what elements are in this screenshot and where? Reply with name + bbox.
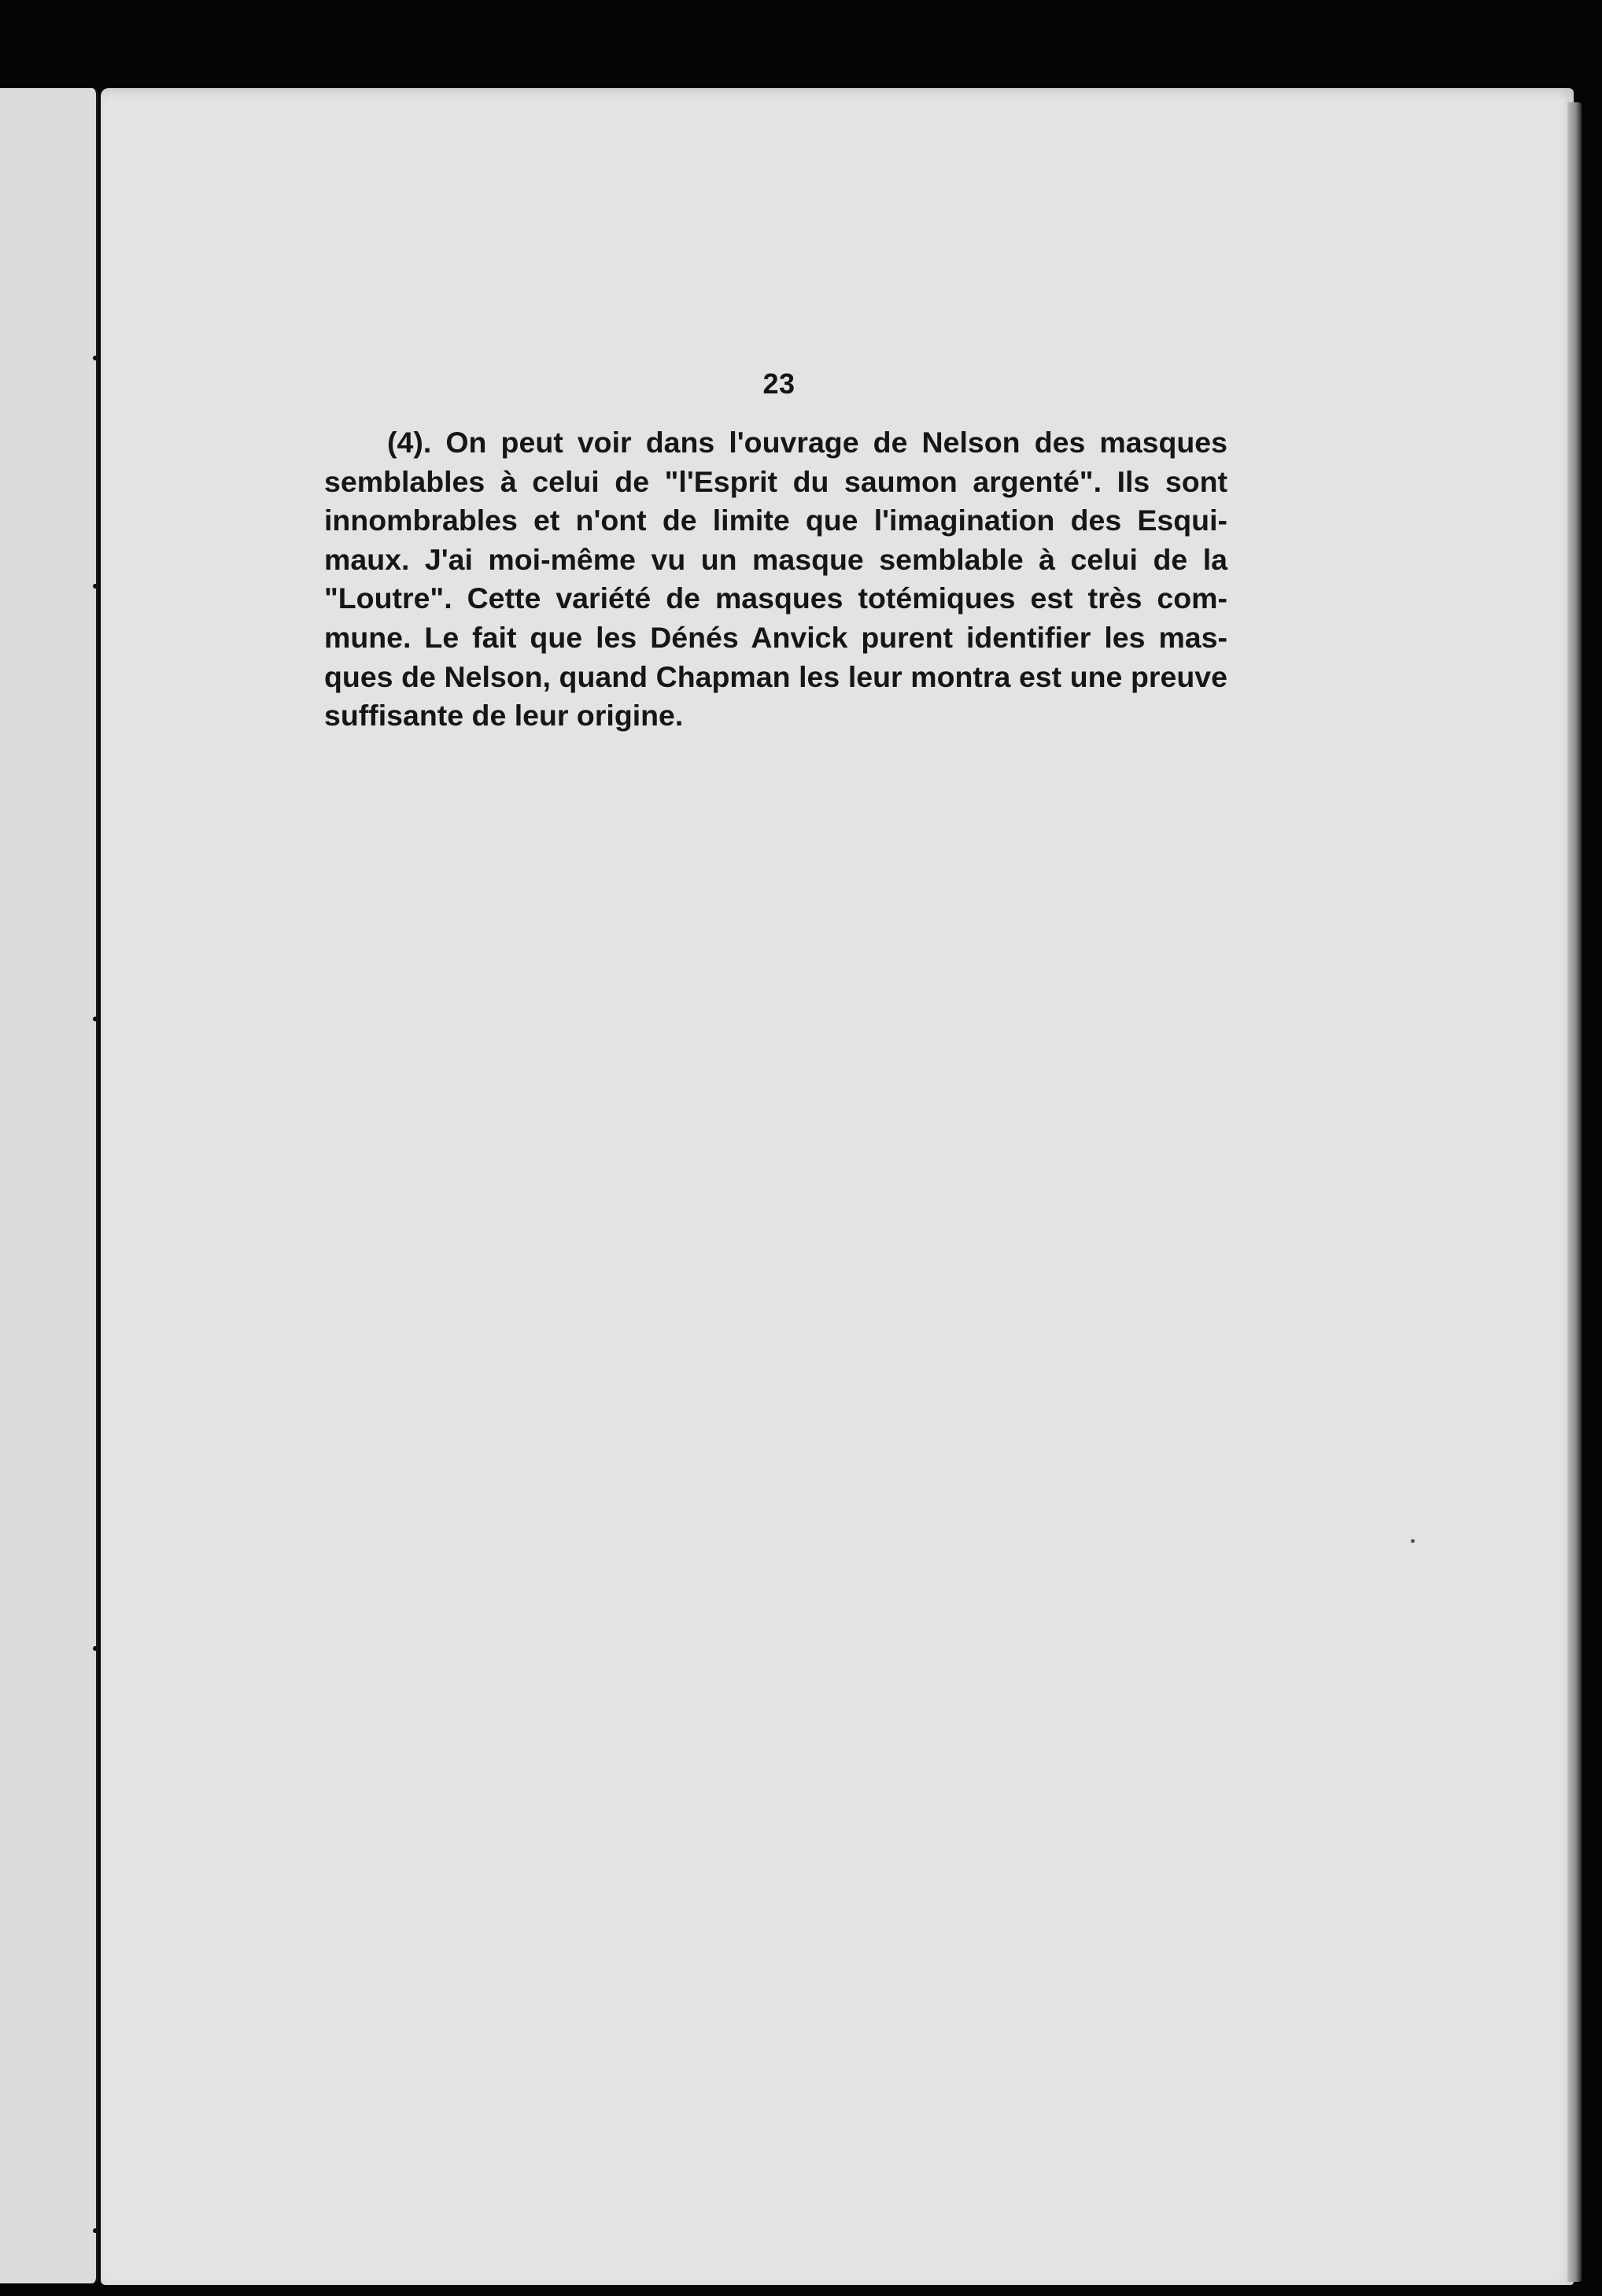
binding-mark (93, 356, 99, 360)
footnote-line: mune. Le fait que les Dénés Anvick purent identifier les mas- (324, 620, 1227, 654)
paper-speck (1411, 1539, 1415, 1543)
book-page (101, 88, 1574, 2285)
footnote-line: (4). On peut voir dans l'ouvrage de Nelson des masques (387, 426, 1227, 459)
previous-page-edge (0, 88, 98, 2283)
footnote-line: innombrables et n'ont de limite que l'imagination des Esqui- (324, 504, 1227, 537)
footnote-line: semblables à celui de "l'Esprit du saumon argenté". Ils sont (324, 464, 1227, 498)
footnote-paragraph (324, 423, 1227, 736)
binding-mark (93, 1646, 99, 1651)
binding-mark (93, 2228, 99, 2233)
page-number: 23 (762, 367, 795, 400)
footnote-line: maux. J'ai moi-même vu un masque semblable à celui de la (324, 542, 1227, 576)
binding-mark (93, 584, 99, 589)
footnote-line: ques de Nelson, quand Chapman les leur montra est une preuve (324, 659, 1227, 693)
footnote-line: suffisante de leur origine. (324, 699, 684, 733)
binding-mark (93, 1017, 99, 1021)
page-edge-shadow (1567, 102, 1582, 2282)
footnote-line: "Loutre". Cette variété de masques totémiques est très com- (324, 581, 1227, 615)
